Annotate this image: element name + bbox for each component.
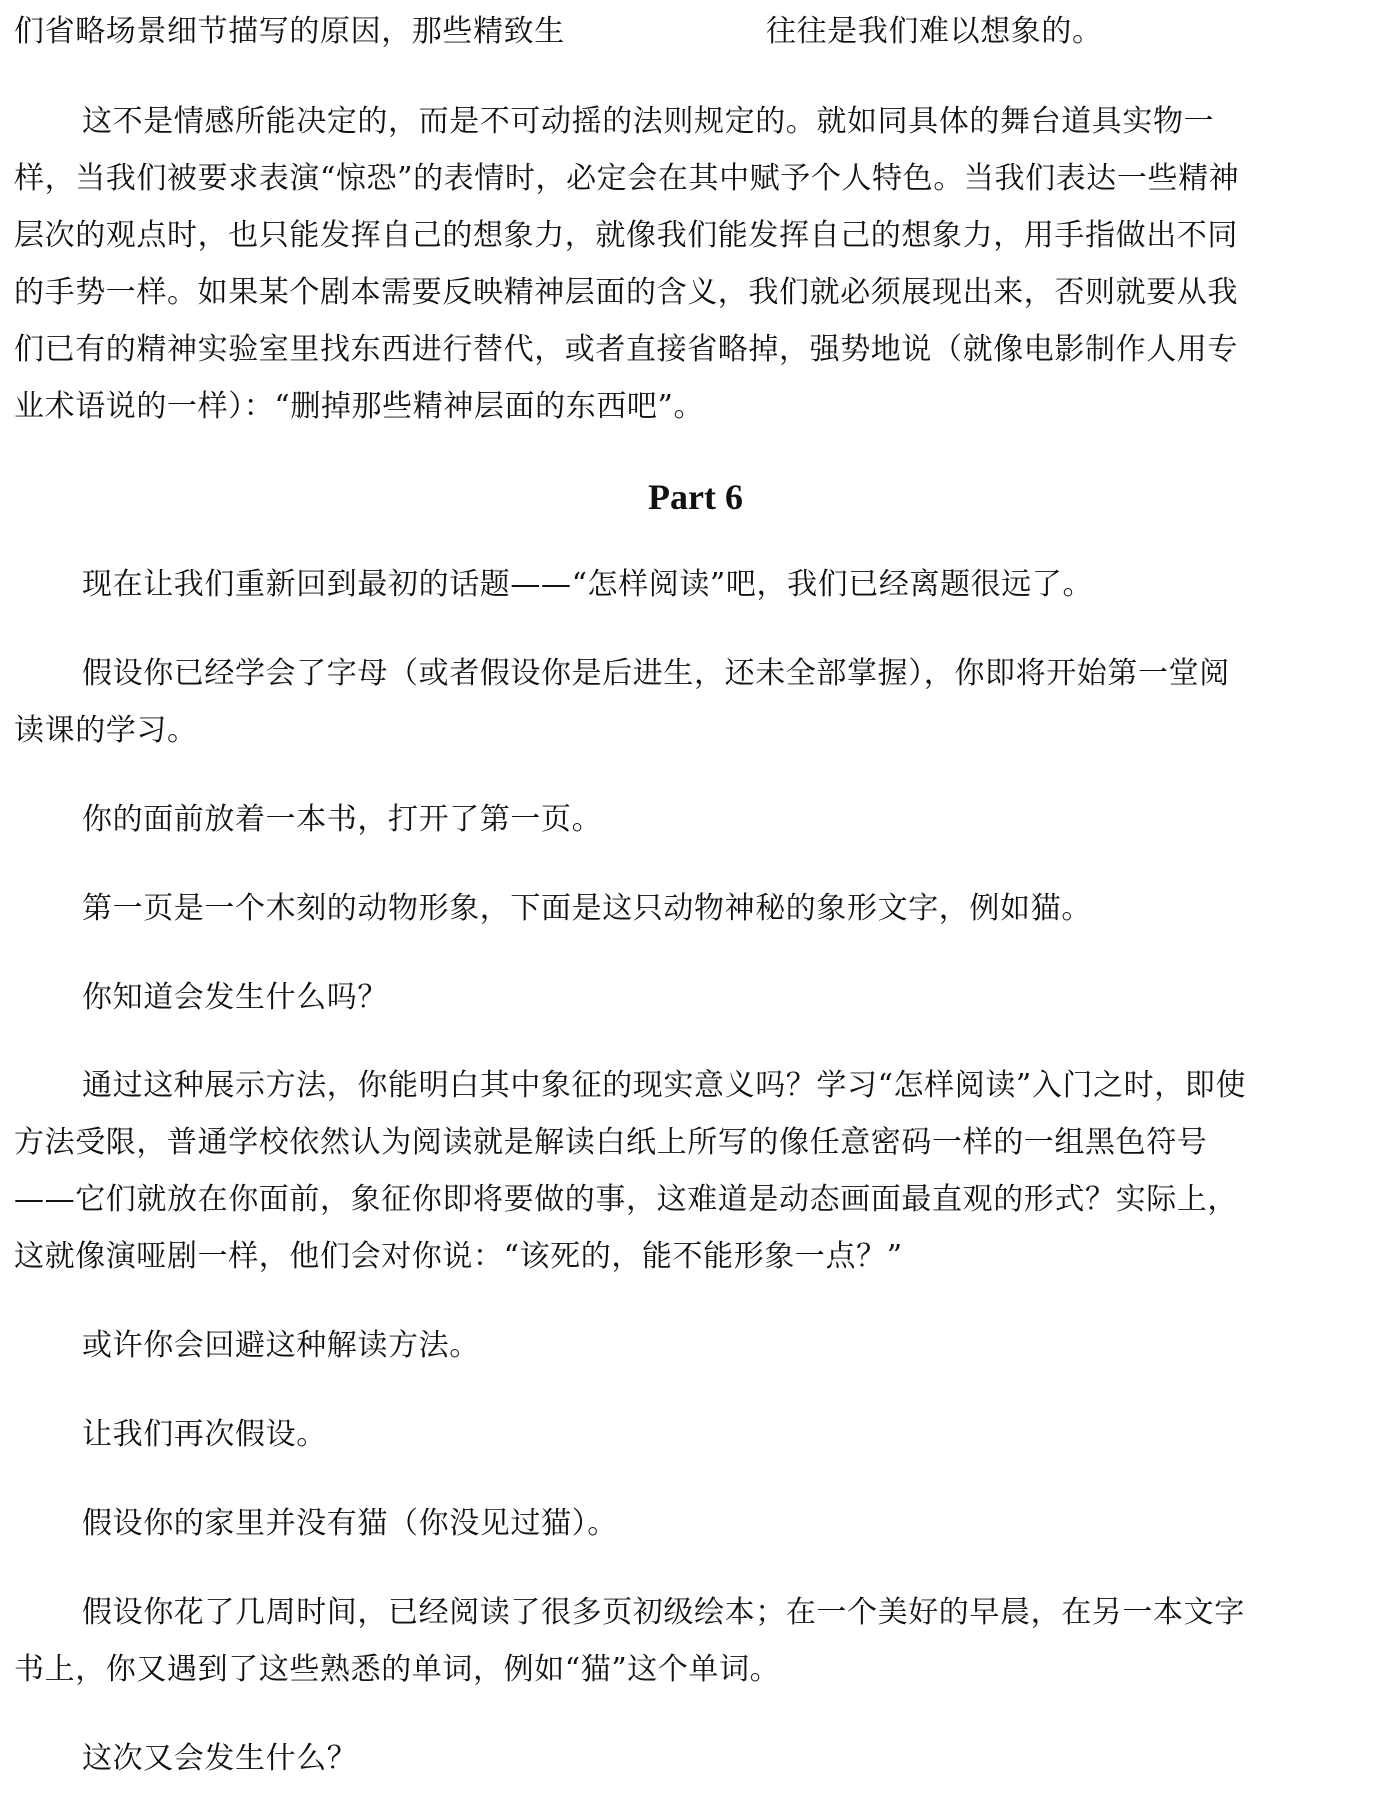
paragraph-3-line-1: 假设你已经学会了字母（或者假设你是后进生，还未全部掌握），你即将开始第一堂阅: [82, 656, 1230, 691]
paragraph-1-line-5: 们已有的精神实验室里找东西进行替代，或者直接省略掉，强势地说（就像电影制作人用专: [14, 332, 1238, 367]
paragraph-0-line-1a: 们省略场景细节描写的原因，那些精致生: [14, 14, 565, 49]
paragraph-0-line-1b: 往往是我们难以想象的。: [766, 14, 1103, 49]
paragraph-7-line-2: 方法受限，普通学校依然认为阅读就是解读白纸上所写的像任意密码一样的一组黑色符号: [14, 1125, 1208, 1160]
paragraph-1-line-3: 层次的观点时，也只能发挥自己的想象力，就像我们能发挥自己的想象力，用手指做出不同: [14, 218, 1238, 253]
paragraph-4-line-1: 你的面前放着一本书，打开了第一页。: [82, 802, 603, 837]
paragraph-9-line-1: 让我们再次假设。: [82, 1417, 327, 1452]
paragraph-7-line-1: 通过这种展示方法，你能明白其中象征的现实意义吗？学习“怎样阅读”入门之时，即使: [82, 1068, 1247, 1103]
paragraph-1-line-4: 的手势一样。如果某个剧本需要反映精神层面的含义，我们就必须展现出来，否则就要从我: [14, 275, 1238, 310]
paragraph-5-line-1: 第一页是一个木刻的动物形象，下面是这只动物神秘的象形文字，例如猫。: [82, 891, 1092, 926]
paragraph-12-line-1: 这次又会发生什么？: [82, 1741, 358, 1776]
paragraph-1-line-6: 业术语说的一样）：“删掉那些精神层面的东西吧”。: [14, 389, 705, 424]
paragraph-1-line-1: 这不是情感所能决定的，而是不可动摇的法则规定的。就如同具体的舞台道具实物一: [82, 104, 1215, 139]
paragraph-11-line-1: 假设你花了几周时间，已经阅读了很多页初级绘本；在一个美好的早晨，在另一本文字: [82, 1595, 1245, 1630]
paragraph-3-line-2: 读课的学习。: [14, 713, 198, 748]
paragraph-7-line-4: 这就像演哑剧一样，他们会对你说：“该死的，能不能形象一点？”: [14, 1239, 903, 1274]
paragraph-1-line-2: 样，当我们被要求表演“惊恐”的表情时，必定会在其中赋予个人特色。当我们表达一些精神: [14, 161, 1240, 196]
paragraph-10-line-1: 假设你的家里并没有猫（你没见过猫）。: [82, 1506, 618, 1541]
paragraph-11-line-2: 书上，你又遇到了这些熟悉的单词，例如“猫”这个单词。: [14, 1652, 781, 1687]
paragraph-6-line-1: 你知道会发生什么吗？: [82, 980, 388, 1015]
paragraph-8-line-1: 或许你会回避这种解读方法。: [82, 1328, 480, 1363]
section-heading: Part 6: [648, 477, 743, 517]
paragraph-7-line-3: ——它们就放在你面前，象征你即将要做的事，这难道是动态画面最直观的形式？实际上，: [14, 1182, 1238, 1217]
paragraph-2-line-1: 现在让我们重新回到最初的话题——“怎样阅读”吧，我们已经离题很远了。: [82, 567, 1094, 602]
